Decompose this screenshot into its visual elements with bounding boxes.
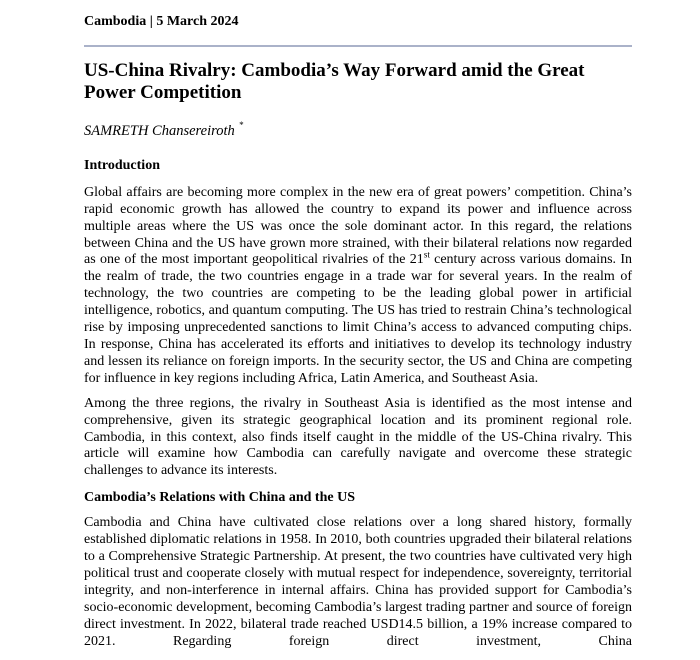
author-byline — [84, 118, 632, 140]
section-heading-cambodia-relations: Cambodia’s Relations with China and the US — [84, 490, 355, 506]
section-heading-introduction: Introduction — [84, 157, 160, 173]
publication-header: Cambodia | 5 March 2024 — [84, 14, 239, 29]
article-title-line-1: US-China Rivalry: Cambodia’s Way Forward amid the Great — [84, 60, 585, 81]
introduction-paragraph-2: Among the three regions, the rivalry in Southeast Asia is identified as the most intense and comprehensive, given its strategic geographical location and its prominent regional role. Cambodia, in this context, also finds itself caught in the middle of the US-China rivalry. This article will examine how Cambodia can carefully navigate and overcome these strategic challenges to advance its interests. — [84, 395, 632, 479]
introduction-paragraph-1-text-end: century across various domains. In the realm of trade, the two countries engage in a trade war for several years. In the realm of technology, the two countries are competing to be the leading global power in artificial intelligence, robotics, and quantum computing. The US has tried to restrain China’s technological rise by imposing unprecedented sanctions to limit China’s access to advanced computing chips. In response, China has accelerated its efforts and initiatives to develop its technology industry and lessen its reliance on foreign imports. In the security sector, the US and China are competing for influence in key regions including Africa, Latin America, and Southeast Asia. — [84, 252, 632, 386]
header-divider — [84, 45, 632, 47]
introduction-paragraph-1 — [84, 185, 632, 388]
article-title — [84, 60, 632, 104]
author-footnote-marker: * — [238, 120, 244, 130]
author-name: SAMRETH Chansereiroth — [84, 122, 235, 139]
relations-paragraph-1: Cambodia and China have cultivated close relations over a long shared history, formally established diplomatic relations in 1958. In 2010, both countries upgraded their bilateral relations to a Comprehensive Strategic Partnership. At present, the two countries have cultivated very high political trust and cooperate closely with mutual respect for independence, sovereignty, territorial integrity, and non-interference in internal affairs. China has provided support for Cambodia’s socio-economic development, becoming Cambodia’s largest trading partner and source of foreign direct investment. In 2022, bilateral trade reached USD14.5 billion, a 19% increase compared to 2021. Regarding foreign direct investment, China — [84, 515, 632, 649]
article-title-line-2: Power Competition — [84, 82, 242, 103]
introduction-paragraph-1-text-start: Global affairs are becoming more complex in the new era of great powers’ competition. China’s rapid economic growth has allowed the country to expand its power and influence across multiple areas where the US was once the sole dominant actor. In this regard, the relations between China and the US have grown more strained, with their bilateral relations now regarded as one of the most important geopolitical rivalries of the 21 — [84, 184, 632, 268]
ordinal-superscript: st — [423, 249, 430, 260]
